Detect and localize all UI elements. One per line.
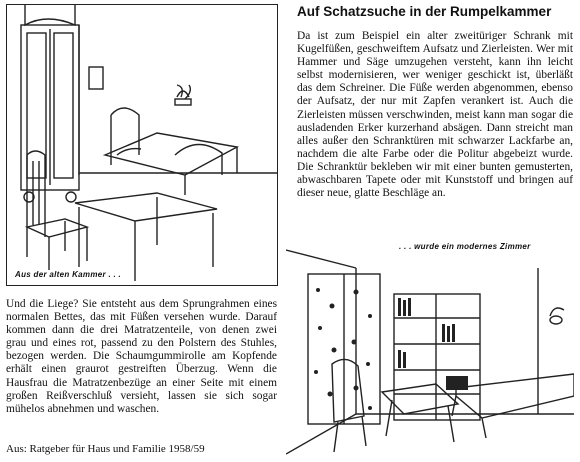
article-body-right: Da ist zum Beispiel ein alter zweitüriger Schrank mit Kugelfüßen, geschweiftem Aufsatz und Zierleisten. Wer mit Hammer und Säge umzugehen versteht, kann ihn leicht selbst modernisieren, wer weniger geschickt ist, überläßt das dem Schreiner. Die Füße werden abgenommen, ebenso der Aufsatz, der nur mit Zapfen verankert ist. Auch die Zierleisten müssen verschwinden, meist kann man sogar die ausladenden Erker kurzerhand absägen. Dann streicht man alles außer den Schranktüren mit schwarzer Lackfarbe an, nachdem die alte Farbe oder die Politur abgebeizt wurde. Die Schranktür bekleben wir mit einer bunten gemusterten, abwaschbaren Tapete oder mit Kunststoff und bringen auf dieser neue, glatte Beschläge an.: [297, 30, 573, 200]
right-illustration-caption: . . . wurde ein modernes Zimmer: [399, 242, 531, 251]
left-illustration-caption: Aus der alten Kammer . . .: [15, 270, 122, 279]
modern-room-illustration: [286, 246, 574, 458]
source-note: Aus: Ratgeber für Haus und Familie 1958/59: [6, 443, 205, 455]
old-room-drawing: [7, 5, 277, 285]
modern-room-drawing: [286, 246, 574, 458]
article-title: Auf Schatzsuche in der Rumpelkammer: [297, 4, 552, 19]
old-room-illustration: [6, 4, 278, 286]
article-body-left: Und die Liege? Sie entsteht aus dem Sprungrahmen eines normalen Bettes, das mit Füßen versehen wurde. Darauf kommen dann die drei Matratzenteile, von denen zwei grau und eines rot, passend zu den Polstern des Stuhles, bezogen werden. Die Schaumgummirolle am Kopfende erhält einen graurot gestreiften Überzug. Wenn die Hausfrau die Matratzenbezüge an einer Seite mit einem großen Reißverschluß versieht, lassen sie sich sogar mühelos abnehmen und waschen.: [6, 298, 277, 415]
